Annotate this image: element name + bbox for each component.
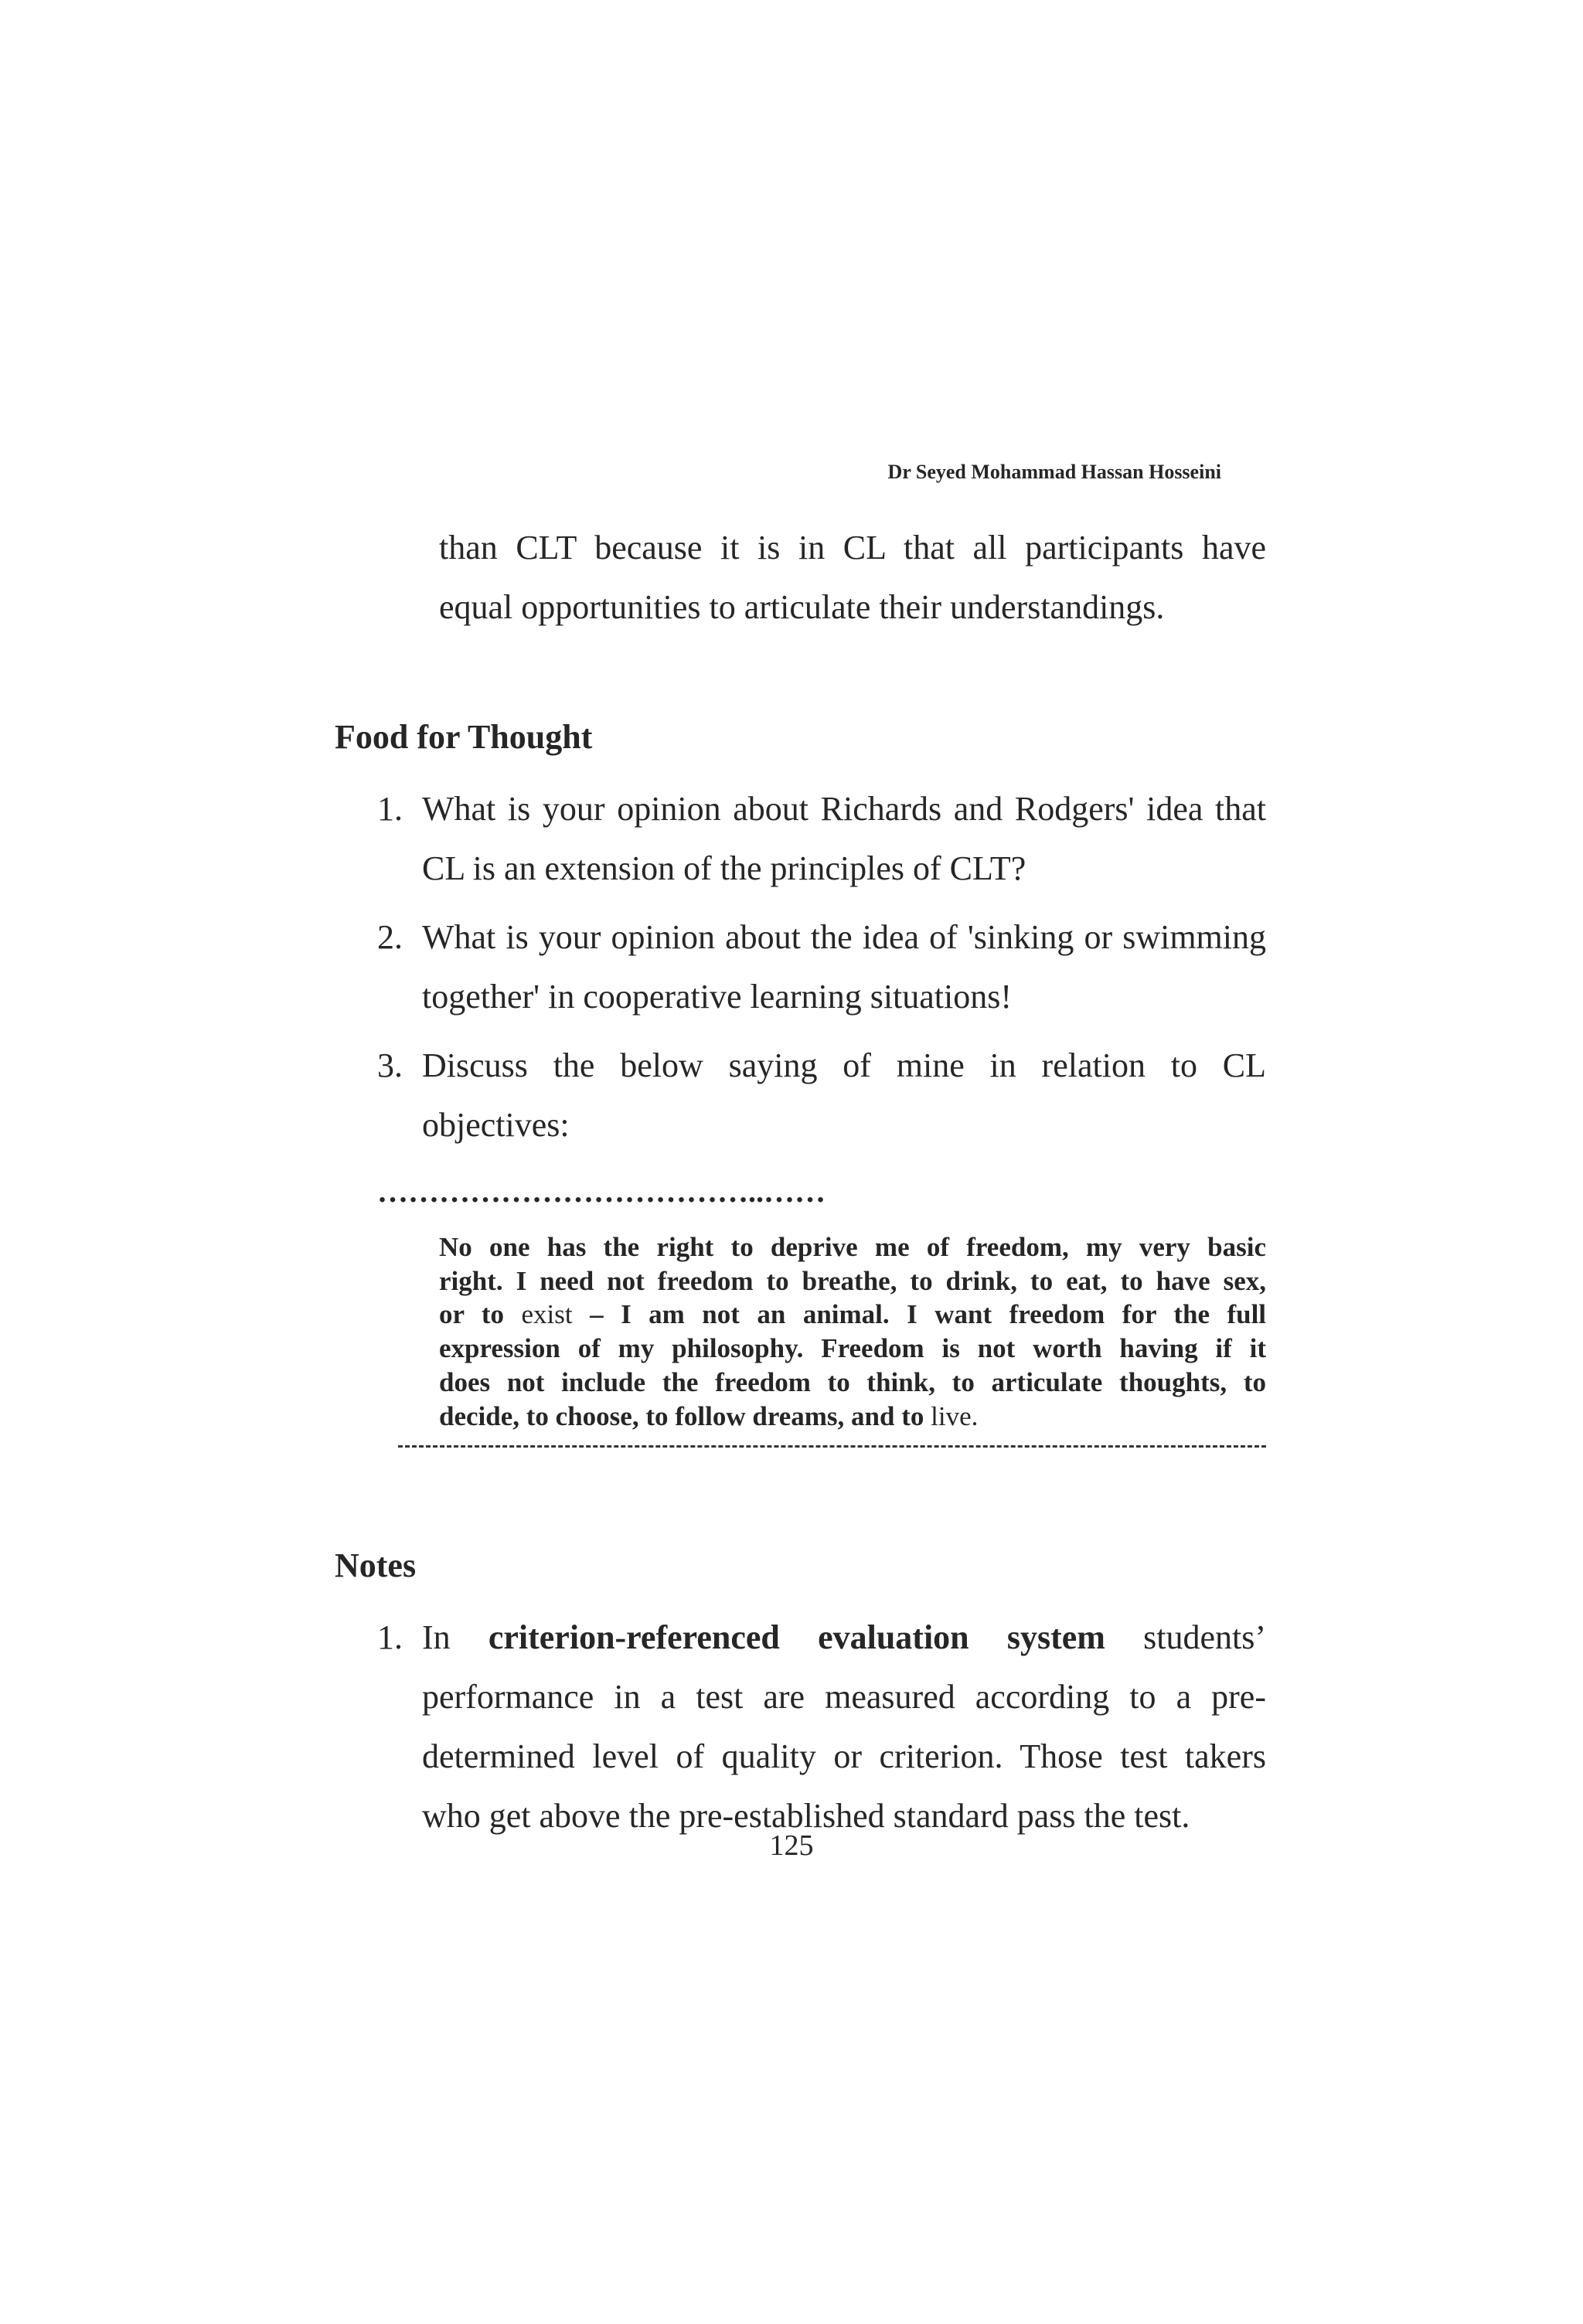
quote-line: No one has the right to deprive me of freedom, my very basic (439, 1232, 1266, 1262)
list-item (377, 907, 1266, 1026)
quote-fragment: – I am not an animal. I want freedom for the full (590, 1299, 1267, 1330)
note-fragment: students’ (1143, 1618, 1266, 1656)
quote-fragment: exist (521, 1299, 573, 1330)
list-number: 3. (377, 1046, 403, 1084)
list-item-line: together' in cooperative learning situations! (422, 978, 1013, 1016)
page-number: 125 (769, 1829, 814, 1862)
dotted-separator: ………………………………..…… (377, 1174, 826, 1209)
quote-fragment: live. (931, 1400, 979, 1431)
food-for-thought-heading: Food for Thought (335, 718, 593, 756)
note-fragment: In (422, 1618, 451, 1656)
note-bold-term: criterion-referenced evaluation system (488, 1618, 1105, 1656)
list-number: 2. (377, 918, 403, 956)
list-item-line: What is your opinion about Richards and Rodgers' idea that (422, 790, 1266, 828)
list-item-text (422, 1608, 1266, 1846)
list-item (377, 1608, 1266, 1846)
list-item (377, 779, 1266, 898)
notes-heading: Notes (335, 1546, 417, 1584)
list-item-line: CL is an extension of the principles of CLT? (422, 849, 1026, 887)
paragraph-line: equal opportunities to articulate their understandings. (439, 588, 1165, 626)
list-item-text (422, 1036, 1266, 1155)
food-for-thought-list (377, 779, 1266, 1164)
list-item-line: performance in a test are measured according to a pre- (422, 1678, 1266, 1716)
list-item-line (422, 1608, 1266, 1667)
quote-line (439, 1400, 1266, 1434)
author-quote (439, 1230, 1266, 1433)
list-item-text (422, 779, 1266, 898)
paragraph-line: than CLT because it is in CL that all participants have (439, 529, 1266, 567)
list-number: 1. (377, 790, 403, 828)
list-number: 1. (377, 1618, 403, 1656)
quote-line: right. I need not freedom to breathe, to drink, to eat, to have sex, (439, 1265, 1266, 1296)
running-head-author: Dr Seyed Mohammad Hassan Hosseini (887, 461, 1221, 483)
list-item-line: What is your opinion about the idea of 'sinking or swimming (422, 918, 1266, 956)
list-item (377, 1036, 1266, 1155)
list-item-line: objectives: (422, 1106, 570, 1144)
list-item-line: Discuss the below saying of mine in relation to CL (422, 1046, 1266, 1084)
list-item-line: determined level of quality or criterion. Those test takers (422, 1737, 1266, 1775)
notes-list (377, 1608, 1266, 1846)
continued-paragraph (439, 518, 1266, 637)
list-item-line: who get above the pre-established standard pass the test. (422, 1797, 1190, 1835)
quote-fragment: or to (439, 1299, 505, 1330)
quote-line: expression of my philosophy. Freedom is not worth having if it (439, 1333, 1266, 1364)
dashed-rule (398, 1445, 1266, 1448)
quote-line: does not include the freedom to think, to articulate thoughts, to (439, 1366, 1266, 1397)
list-item-text (422, 907, 1266, 1026)
quote-line (439, 1298, 1266, 1332)
quote-fragment: decide, to choose, to follow dreams, and to (439, 1400, 924, 1431)
